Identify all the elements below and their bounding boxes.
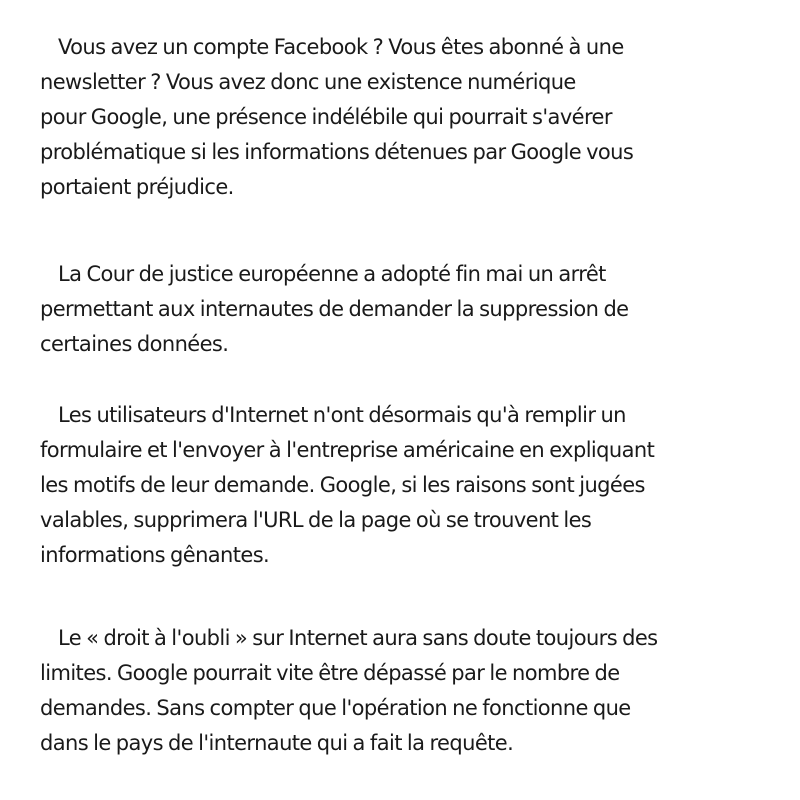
- text-line: La Cour de justice européenne a adopté fin mai un arrêt: [58, 262, 606, 286]
- text-line: les motifs de leur demande. Google, si les raisons sont jugées: [40, 473, 645, 497]
- text-line: formulaire et l'envoyer à l'entreprise américaine en expliquant: [40, 438, 655, 462]
- text-line: informations gênantes.: [40, 543, 270, 567]
- text-line: dans le pays de l'internaute qui a fait la requête.: [40, 731, 514, 755]
- text-line: demandes. Sans compter que l'opération ne fonctionne que: [40, 696, 631, 720]
- text-line: Les utilisateurs d'Internet n'ont désormais qu'à remplir un: [58, 403, 626, 427]
- text-line: certaines données.: [40, 332, 229, 356]
- text-line: problématique si les informations détenues par Google vous: [40, 140, 634, 164]
- text-line: limites. Google pourrait vite être dépassé par le nombre de: [40, 661, 620, 685]
- text-line: Le « droit à l'oubli » sur Internet aura sans doute toujours des: [58, 626, 658, 650]
- paragraph-removal-form: [40, 398, 760, 573]
- text-line: valables, supprimera l'URL de la page où se trouvent les: [40, 508, 592, 532]
- paragraph-facebook-presence: [40, 30, 760, 205]
- text-line: portaient préjudice.: [40, 175, 234, 199]
- text-line: permettant aux internautes de demander la suppression de: [40, 297, 629, 321]
- text-line: pour Google, une présence indélébile qui pourrait s'avérer: [40, 105, 612, 129]
- paragraph-court-ruling: [40, 257, 760, 362]
- text-line: newsletter ? Vous avez donc une existence numérique: [40, 70, 576, 94]
- text-line: Vous avez un compte Facebook ? Vous êtes abonné à une: [58, 35, 624, 59]
- paragraph-right-to-be-forgotten: [40, 621, 760, 761]
